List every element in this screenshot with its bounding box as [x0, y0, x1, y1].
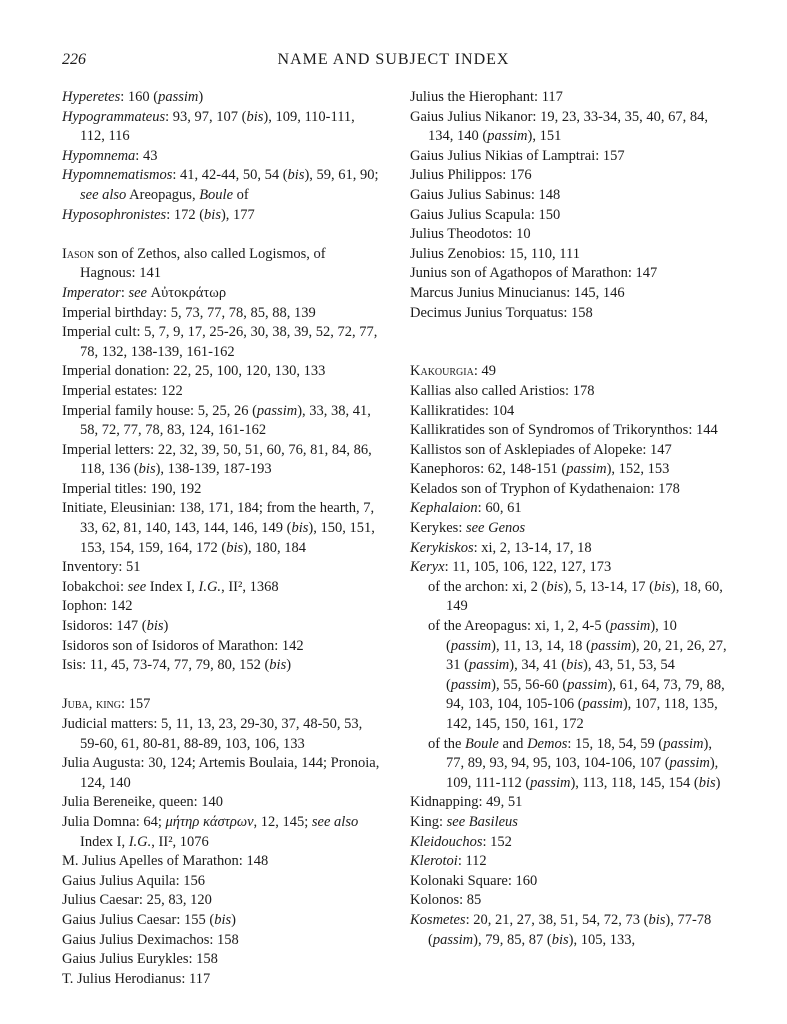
index-entry: Kallikratides: 104	[410, 402, 515, 419]
index-entry: Imperial donation: 22, 25, 100, 120, 130, 133	[62, 363, 326, 380]
index-entry: Kerykiskos: xi, 2, 13-14, 17, 18	[410, 539, 592, 556]
index-entry: Gaius Julius Aquila: 156	[62, 872, 205, 889]
index-entry: M. Julius Apelles of Marathon: 148	[62, 853, 269, 870]
index-entry: Kallias also called Aristios: 178	[410, 382, 595, 399]
index-entry: Initiate, Eleusinian: 138, 171, 184; from the hearth, 7, 33, 62, 81, 140, 143, 144, 146, 149 (bis), 150, 151, 153, 154, 159, 164, 172 (bis), 180, 184	[62, 500, 375, 556]
index-entry: Imperial cult: 5, 7, 9, 17, 25-26, 30, 38, 39, 52, 72, 77, 78, 132, 138-139, 161-162	[62, 324, 378, 360]
index-entry: Kakourgia: 49	[410, 363, 496, 380]
index-entry: Gaius Julius Nikias of Lamptrai: 157	[410, 147, 625, 164]
index-entry: Isidoros son of Isidoros of Marathon: 142	[62, 637, 304, 654]
index-entry: Gaius Julius Eurykles: 158	[62, 951, 218, 968]
index-entry: Hypomnematismos: 41, 42-44, 50, 54 (bis), 59, 61, 90; see also Areopagus, Boule of	[62, 167, 379, 203]
index-entry: Gaius Julius Sabinus: 148	[410, 186, 561, 203]
index-entry: Iason son of Zethos, also called Logismos, of Hagnous: 141	[62, 245, 326, 282]
index-entry: Hypogrammateus: 93, 97, 107 (bis), 109, 110-111, 112, 116	[62, 108, 355, 145]
index-entry: Julius the Hierophant: 117	[410, 89, 563, 105]
index-entry: Inventory: 51	[62, 559, 141, 576]
section-gap	[62, 676, 382, 696]
index-subentry: of the Areopagus: xi, 1, 2, 4-5 (passim), 10 (passim), 11, 13, 14, 18 (passim), 20, 21, 26, 27, 31 (passim), 34, 41 (bis), 43, 51, 53, 54 (passim), 55, 56-60 (passim), 61, 64, 73, 79, 88, 94, 103, 104, 105-106 (passim), 107, 118, 135, 142, 145, 150, 161, 172	[428, 618, 727, 732]
index-entry: Kolonos: 85	[410, 892, 482, 909]
index-entry: Kelados son of Tryphon of Kydathenaion: 178	[410, 480, 680, 497]
index-entry: Gaius Julius Caesar: 155 (bis)	[62, 911, 236, 928]
index-entry: Hyperetes: 160 (passim)	[62, 89, 204, 105]
index-entry: Imperial titles: 190, 192	[62, 480, 202, 497]
index-entry: Imperator: see Αὐτοκράτωρ	[62, 284, 227, 301]
index-entry: Gaius Julius Deximachos: 158	[62, 931, 239, 948]
index-entry: Iobakchoi: see Index I, I.G., II², 1368	[62, 578, 279, 595]
running-title: NAME AND SUBJECT INDEX	[277, 51, 510, 68]
index-entry: King: see Basileus	[410, 813, 518, 830]
index-entry: Kerykes: see Genos	[410, 520, 526, 537]
index-entry: Imperial birthday: 5, 73, 77, 78, 85, 88, 139	[62, 304, 316, 321]
index-entry: Kleidouchos: 152	[410, 833, 512, 850]
index-entry: Julia Bereneike, queen: 140	[62, 794, 224, 811]
index-entry: Junius son of Agathopos of Marathon: 147	[410, 265, 658, 282]
index-entry: Isis: 11, 45, 73-74, 77, 79, 80, 152 (bis)	[62, 657, 292, 674]
index-entry: Julia Augusta: 30, 124; Artemis Boulaia, 144; Pronoia, 124, 140	[62, 755, 380, 791]
index-entry: Hyposophronistes: 172 (bis), 177	[62, 206, 255, 223]
index-entry: Imperial family house: 5, 25, 26 (passim), 33, 38, 41, 58, 72, 77, 78, 83, 124, 161-162	[62, 402, 371, 439]
index-entry: Kallistos son of Asklepiades of Alopeke: 147	[410, 441, 672, 458]
index-entry: Keryx: 11, 105, 106, 122, 127, 173	[410, 559, 612, 576]
index-entry: Kidnapping: 49, 51	[410, 794, 523, 811]
index-entry: Kanephoros: 62, 148-151 (passim), 152, 153	[410, 461, 670, 478]
index-entry: Gaius Julius Nikanor: 19, 23, 33-34, 35, 40, 67, 84, 134, 140 (passim), 151	[410, 108, 709, 145]
index-entry: Julia Domna: 64; μήτηρ κάστρων, 12, 145; see also Index I, I.G., II², 1076	[62, 813, 359, 850]
page-number: 226	[62, 51, 86, 68]
index-entry: T. Julius Herodianus: 117	[62, 970, 211, 987]
index-entry: Iophon: 142	[62, 598, 133, 615]
index-entry: Hypomnema: 43	[62, 147, 158, 164]
index-entry: Imperial estates: 122	[62, 382, 183, 399]
index-entry: Gaius Julius Scapula: 150	[410, 206, 561, 223]
index-entry: Kolonaki Square: 160	[410, 872, 538, 889]
section-gap	[410, 323, 730, 343]
index-entry: Juba, king: 157	[62, 696, 151, 713]
index-entry: Julius Philippos: 176	[410, 167, 532, 184]
section-gap	[62, 225, 382, 245]
index-entry: Julius Caesar: 25, 83, 120	[62, 892, 212, 909]
index-column-right	[410, 88, 730, 950]
index-entry: Kephalaion: 60, 61	[410, 500, 522, 517]
section-gap	[410, 343, 730, 363]
index-entry: Marcus Junius Minucianus: 145, 146	[410, 284, 625, 301]
index-column-left	[62, 88, 382, 989]
index-entry: Klerotoi: 112	[410, 853, 487, 870]
index-subentry: of the Boule and Demos: 15, 18, 54, 59 (passim), 77, 89, 93, 94, 95, 103, 104-106, 107 (passim), 109, 111-112 (passim), 113, 118, 145, 154 (bis)	[428, 735, 721, 791]
index-entry: Kosmetes: 20, 21, 27, 38, 51, 54, 72, 73 (bis), 77-78 (passim), 79, 85, 87 (bis), 105, 133,	[410, 911, 712, 948]
index-entry: Julius Theodotos: 10	[410, 226, 531, 243]
index-subentry: of the archon: xi, 2 (bis), 5, 13-14, 17 (bis), 18, 60, 149	[428, 578, 723, 615]
index-entry: Julius Zenobios: 15, 110, 111	[410, 245, 580, 262]
index-entry: Decimus Junius Torquatus: 158	[410, 304, 593, 321]
index-entry: Imperial letters: 22, 32, 39, 50, 51, 60, 76, 81, 84, 86, 118, 136 (bis), 138-139, 187-193	[62, 441, 372, 478]
index-entry: Isidoros: 147 (bis)	[62, 618, 169, 635]
index-entry: Judicial matters: 5, 11, 13, 23, 29-30, 37, 48-50, 53, 59-60, 61, 80-81, 88-89, 103, 106, 133	[62, 716, 363, 752]
index-entry: Kallikratides son of Syndromos of Trikorynthos: 144	[410, 422, 718, 439]
